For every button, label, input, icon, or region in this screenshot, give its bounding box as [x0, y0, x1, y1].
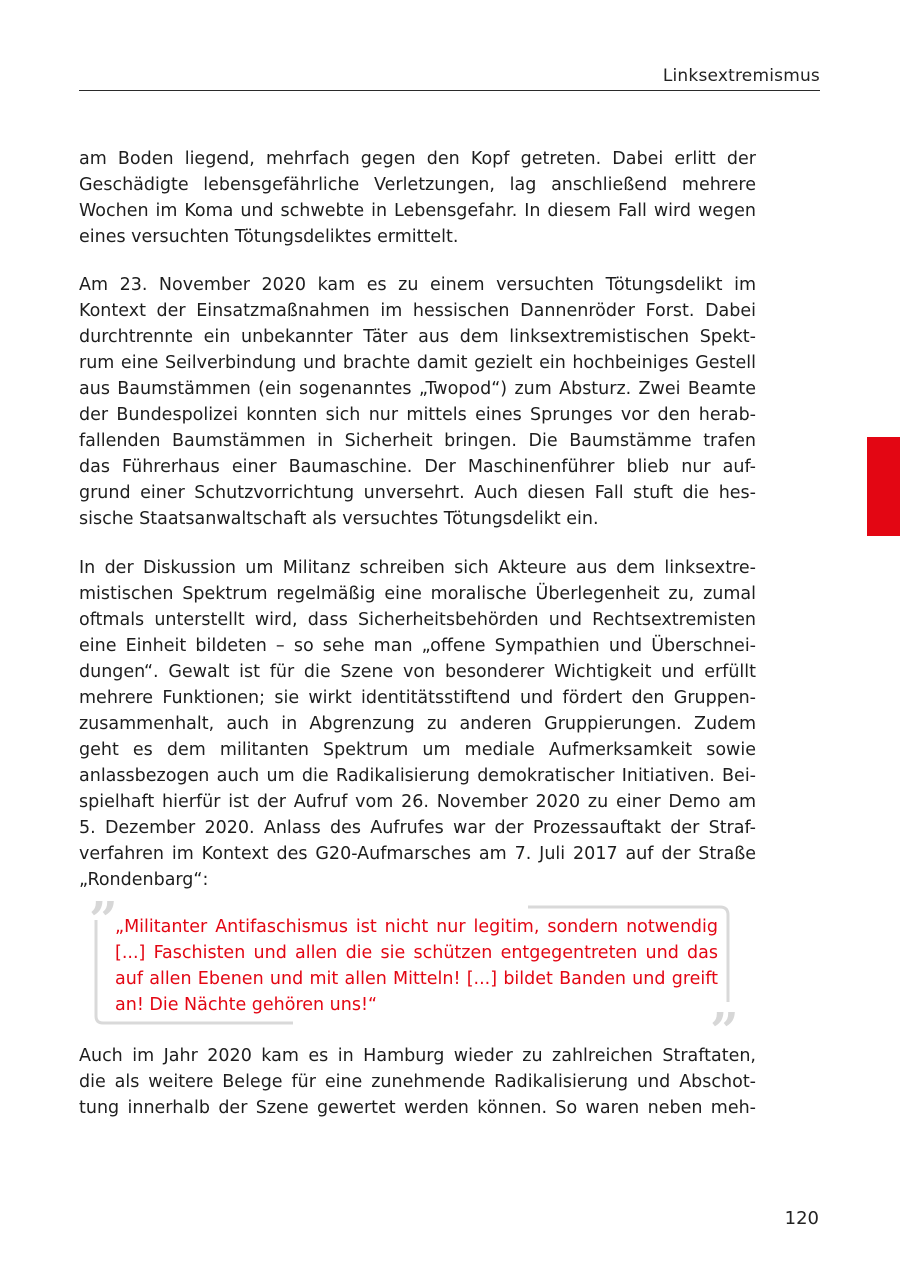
text-line: durchtrennte ein unbekannter Täter aus dem linksextremistischen Spekt-: [79, 327, 756, 347]
text-line: Kontext der Einsatzmaßnahmen im hessischen Dannenröder Forst. Dabei: [79, 301, 756, 321]
text-line: spielhaft hierfür ist der Aufruf vom 26. November 2020 zu einer Demo am: [79, 792, 756, 812]
running-header: [79, 62, 820, 91]
quote-text: [115, 914, 718, 1018]
quote-close-mark-icon: ”: [710, 1001, 739, 1060]
text-line: Wochen im Koma und schwebte in Lebensgefahr. In diesem Fall wird wegen: [79, 201, 756, 221]
chapter-marker-tab: [867, 437, 900, 536]
text-line: anlassbezogen auch um die Radikalisierung demokratischer Initiativen. Bei-: [79, 766, 756, 786]
text-line: aus Baumstämmen (ein sogenanntes „Twopod“) zum Absturz. Zwei Beamte: [79, 379, 756, 399]
text-line: die als weitere Belege für eine zunehmende Radikalisierung und Abschot-: [79, 1072, 756, 1092]
text-line: sische Staatsanwaltschaft als versuchtes Tötungsdelikt ein.: [79, 509, 599, 529]
text-line: eine Einheit bildeten – so sehe man „offene Sympathien und Überschnei-: [79, 636, 756, 656]
text-line: Geschädigte lebensgefährliche Verletzungen, lag anschließend mehrere: [79, 175, 756, 195]
paragraph-1: [79, 146, 756, 250]
paragraph-3: [79, 555, 756, 893]
quote-open-mark-icon: ”: [89, 890, 118, 949]
text-line: mehrere Funktionen; sie wirkt identitätsstiftend und fördert den Gruppen-: [79, 688, 756, 708]
text-line: oftmals unterstellt wird, dass Sicherheitsbehörden und Rechtsextremisten: [79, 610, 756, 630]
text-line: der Bundespolizei konnten sich nur mittels eines Sprunges vor den herab-: [79, 405, 756, 425]
quote-line: [...] Faschisten und allen die sie schützen entgegentreten und das: [115, 943, 718, 963]
text-line: rum eine Seilverbindung und brachte damit gezielt ein hochbeiniges Gestell: [79, 353, 756, 373]
text-line: fallenden Baumstämmen in Sicherheit bringen. Die Baumstämme trafen: [79, 431, 756, 451]
page-number: 120: [784, 1208, 819, 1229]
text-line: zusammenhalt, auch in Abgrenzung zu anderen Gruppierungen. Zudem: [79, 714, 756, 734]
header-title: Linksextremismus: [662, 66, 820, 86]
quote-line: auf allen Ebenen und mit allen Mitteln! [...] bildet Banden und greift: [115, 969, 718, 989]
text-line: dungen“. Gewalt ist für die Szene von besonderer Wichtigkeit und erfüllt: [79, 662, 756, 682]
text-line: verfahren im Kontext des G20-Aufmarsches am 7. Juli 2017 auf der Straße: [79, 844, 756, 864]
text-line: mistischen Spektrum regelmäßig eine moralische Überlegenheit zu, zumal: [79, 584, 756, 604]
text-line: Auch im Jahr 2020 kam es in Hamburg wieder zu zahlreichen Straftaten,: [79, 1046, 756, 1066]
quote-line: „Militanter Antifaschismus ist nicht nur legitim, sondern notwendig: [115, 917, 718, 937]
text-line: „Rondenbarg“:: [79, 870, 209, 890]
paragraph-2: [79, 272, 756, 532]
text-line: tung innerhalb der Szene gewertet werden können. So waren neben meh-: [79, 1098, 756, 1118]
paragraph-4: [79, 1043, 756, 1121]
text-line: Am 23. November 2020 kam es zu einem versuchten Tötungsdelikt im: [79, 275, 756, 295]
text-line: das Führerhaus einer Baumaschine. Der Maschinenführer blieb nur auf-: [79, 457, 756, 477]
quote-line: an! Die Nächte gehören uns!“: [115, 995, 378, 1015]
text-line: geht es dem militanten Spektrum um mediale Aufmerksamkeit sowie: [79, 740, 756, 760]
text-line: 5. Dezember 2020. Anlass des Aufrufes war der Prozessauftakt der Straf-: [79, 818, 756, 838]
text-line: eines versuchten Tötungsdeliktes ermittelt.: [79, 227, 459, 247]
text-line: am Boden liegend, mehrfach gegen den Kopf getreten. Dabei erlitt der: [79, 149, 756, 169]
text-line: In der Diskussion um Militanz schreiben sich Akteure aus dem linksextre-: [79, 558, 756, 578]
text-line: grund einer Schutzvorrichtung unversehrt. Auch diesen Fall stuft die hes-: [79, 483, 756, 503]
